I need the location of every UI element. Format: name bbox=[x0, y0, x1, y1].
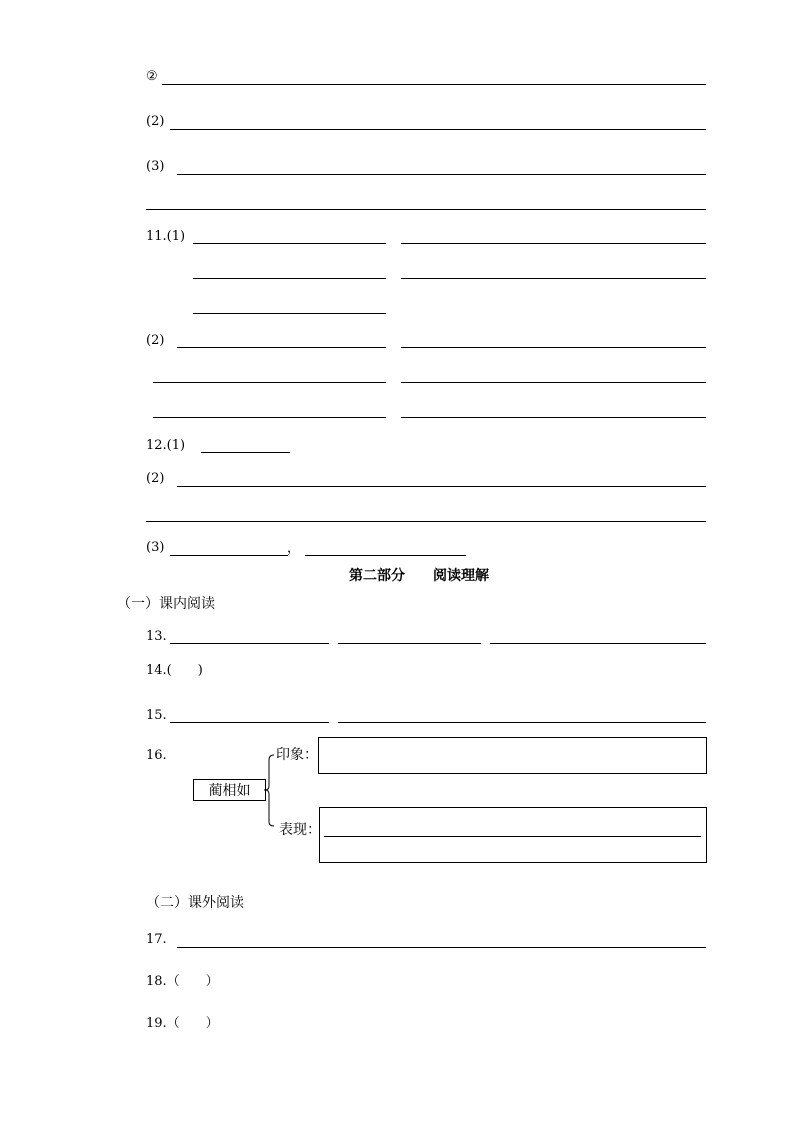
center-box bbox=[193, 779, 266, 801]
answer-line[interactable] bbox=[177, 174, 706, 175]
q10-item2-label: ② bbox=[146, 69, 158, 84]
q14-label: 14.( ) bbox=[146, 663, 203, 678]
answer-line[interactable] bbox=[162, 84, 706, 85]
q11-sub1-label: 11.(1) bbox=[146, 229, 186, 244]
answer-line[interactable] bbox=[490, 643, 706, 644]
q13-label: 13. bbox=[146, 629, 167, 644]
answer-line[interactable] bbox=[193, 243, 386, 244]
answer-line[interactable] bbox=[305, 555, 466, 556]
answer-line[interactable] bbox=[170, 555, 288, 556]
answer-line[interactable] bbox=[401, 417, 706, 418]
answer-line[interactable] bbox=[324, 836, 701, 837]
part2-title: 第二部分 阅读理解 bbox=[349, 568, 489, 584]
answer-line[interactable] bbox=[401, 243, 706, 244]
q19-label: 19.（ ） bbox=[146, 1016, 219, 1031]
answer-line[interactable] bbox=[153, 382, 386, 383]
answer-line[interactable] bbox=[170, 643, 329, 644]
answer-line[interactable] bbox=[338, 643, 481, 644]
answer-line[interactable] bbox=[401, 347, 706, 348]
answer-line[interactable] bbox=[146, 209, 706, 210]
q10-sub3-label: (3) bbox=[146, 159, 165, 174]
section1-title: （一）课内阅读 bbox=[117, 596, 215, 612]
q12-sub1-label: 12.(1) bbox=[146, 438, 186, 453]
answer-line[interactable] bbox=[170, 722, 329, 723]
answer-line[interactable] bbox=[201, 452, 290, 453]
answer-line[interactable] bbox=[153, 417, 386, 418]
q12-sub3-label: (3) bbox=[146, 540, 165, 555]
answer-line[interactable] bbox=[401, 382, 706, 383]
answer-line[interactable] bbox=[177, 947, 706, 948]
performance-label: 表现： bbox=[279, 822, 321, 838]
q15-label: 15. bbox=[146, 708, 167, 723]
q12-sub2-label: (2) bbox=[146, 471, 165, 486]
q18-label: 18.（ ） bbox=[146, 974, 219, 989]
q16-label: 16. bbox=[146, 748, 167, 763]
q12-comma: ， bbox=[287, 541, 301, 556]
answer-line[interactable] bbox=[170, 129, 706, 130]
q11-sub2-label: (2) bbox=[146, 333, 165, 348]
section2-title: （二）课外阅读 bbox=[146, 895, 244, 911]
center-box-label: 蔺相如 bbox=[208, 783, 251, 799]
q17-label: 17. bbox=[146, 932, 167, 947]
answer-line[interactable] bbox=[401, 278, 706, 279]
q10-sub2-label: (2) bbox=[146, 114, 165, 129]
impression-box[interactable] bbox=[318, 737, 707, 774]
answer-line[interactable] bbox=[177, 486, 706, 487]
answer-line[interactable] bbox=[177, 347, 386, 348]
answer-line[interactable] bbox=[338, 722, 706, 723]
answer-line[interactable] bbox=[193, 278, 386, 279]
answer-line[interactable] bbox=[193, 313, 386, 314]
answer-line[interactable] bbox=[146, 521, 706, 522]
impression-label: 印象： bbox=[276, 747, 318, 763]
performance-box[interactable] bbox=[319, 807, 707, 863]
